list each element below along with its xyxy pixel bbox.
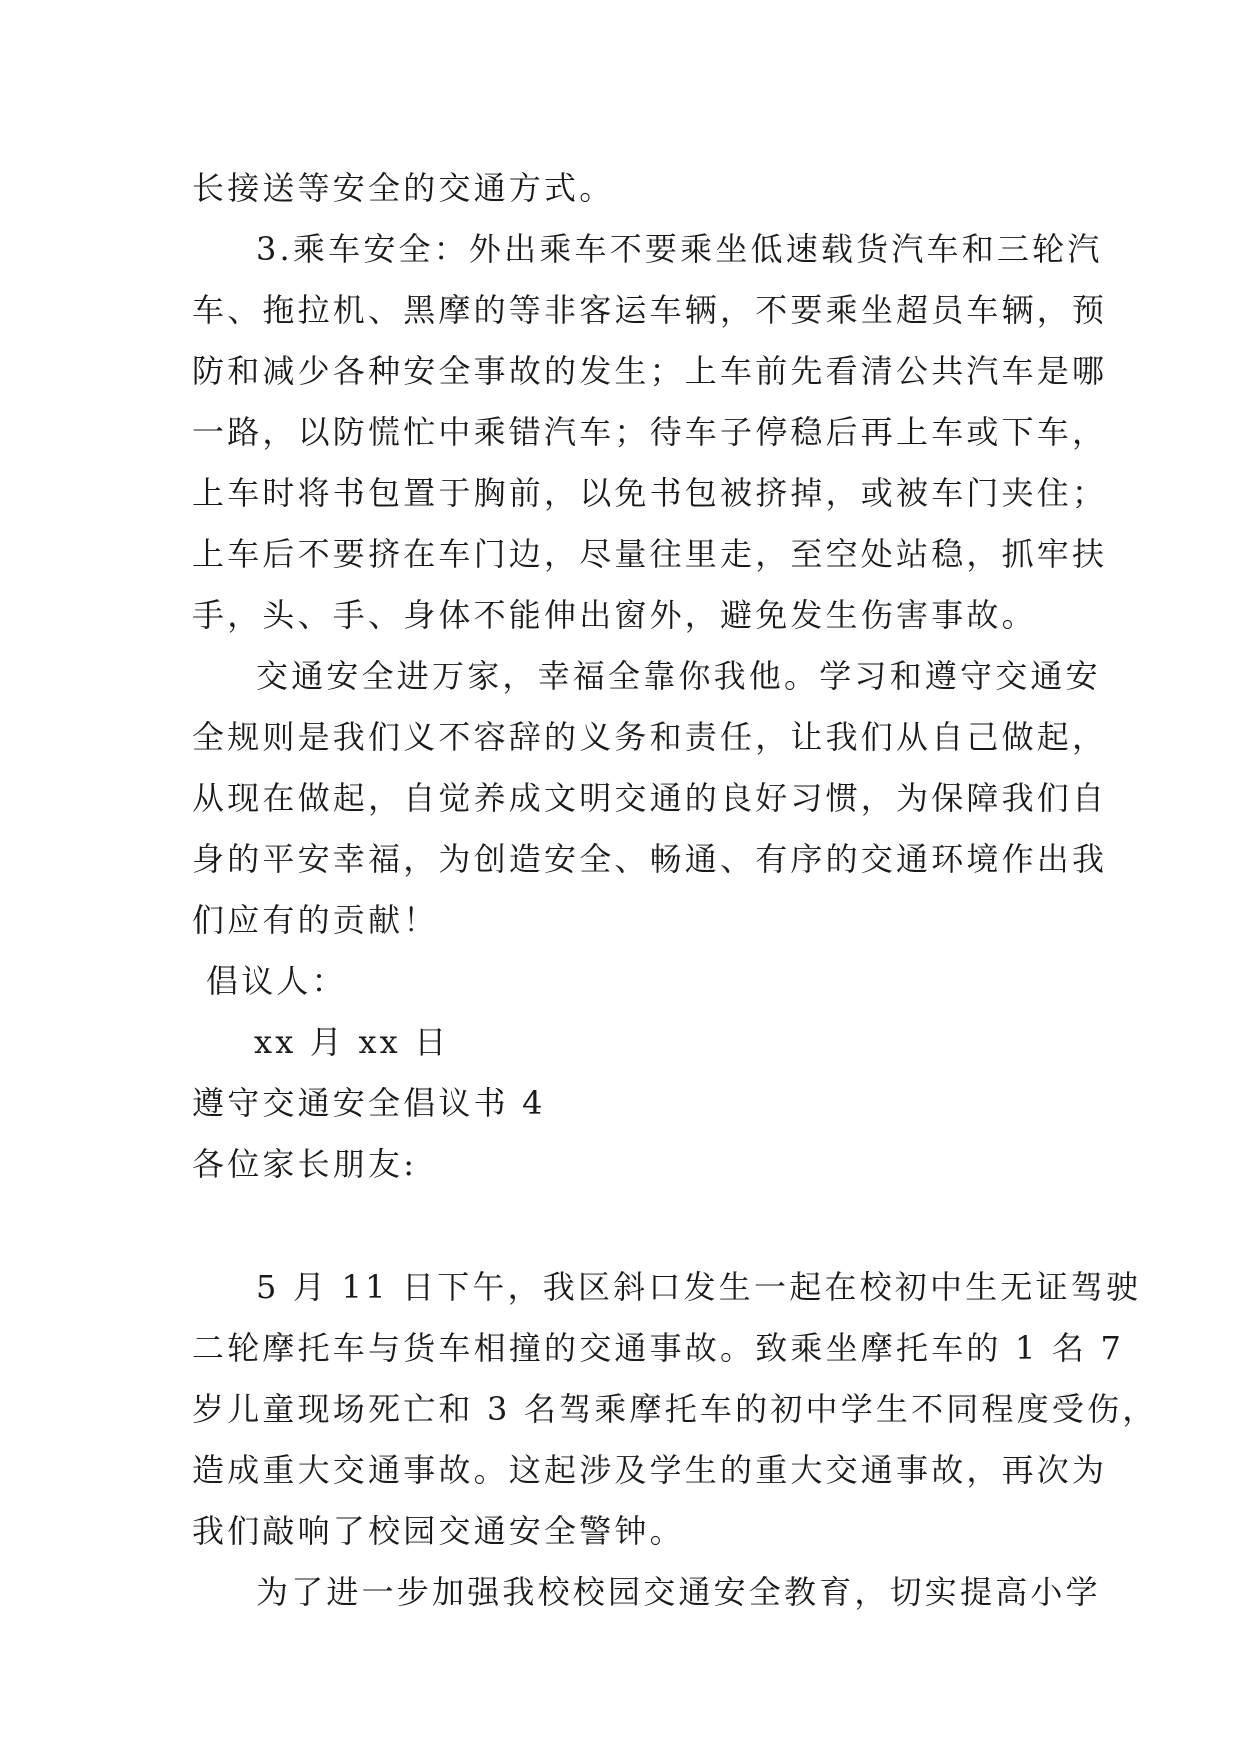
text-line: 全规则是我们义不容辞的义务和责任，让我们从自己做起， [192,718,1108,756]
signature-name: 倡议人： [206,962,347,1000]
salutation: 各位家长朋友: [192,1145,418,1183]
text-line: 岁儿童现场死亡和 3 名驾乘摩托车的初中学生不同程度受伤， [192,1390,1158,1428]
section-heading: 遵守交通安全倡议书 4 [192,1084,546,1122]
text-line: 长接送等安全的交通方式。 [192,169,615,207]
document-page [192,158,1158,1623]
text-line: 造成重大交通事故。这起涉及学生的重大交通事故，再次为 [192,1451,1108,1489]
text-line: 们应有的贡献！ [192,901,439,939]
text-line: 我们敲响了校园交通安全警钟。 [192,1512,685,1550]
signature-date: xx 月 xx 日 [254,1023,450,1061]
text-line: 5 月 11 日下午，我区斜口发生一起在校初中生无证驾驶 [256,1268,1142,1306]
text-line: 上车时将书包置于胸前，以免书包被挤掉，或被车门夹住； [192,474,1108,512]
text-line: 一路，以防慌忙中乘错汽车；待车子停稳后再上车或下车， [192,413,1108,451]
text-line: 从现在做起，自觉养成文明交通的良好习惯，为保障我们自 [192,779,1108,817]
text-line: 防和减少各种安全事故的发生；上车前先看清公共汽车是哪 [192,352,1108,390]
text-line: 车、拖拉机、黑摩的等非客运车辆，不要乘坐超员车辆，预 [192,291,1108,329]
text-line: 为了进一步加强我校校园交通安全教育，切实提高小学 [256,1573,1101,1611]
text-line: 手，头、手、身体不能伸出窗外，避免发生伤害事故。 [192,596,1037,634]
text-line: 3.乘车安全：外出乘车不要乘坐低速载货汽车和三轮汽 [256,230,1103,268]
text-line: 二轮摩托车与货车相撞的交通事故。致乘坐摩托车的 1 名 7 [192,1329,1125,1367]
blank-line [192,1195,1072,1257]
text-line: 交通安全进万家，幸福全靠你我他。学习和遵守交通安 [256,657,1101,695]
text-line: 上车后不要挤在车门边，尽量往里走，至空处站稳，抓牢扶 [192,535,1108,573]
text-line: 身的平安幸福，为创造安全、畅通、有序的交通环境作出我 [192,840,1108,878]
